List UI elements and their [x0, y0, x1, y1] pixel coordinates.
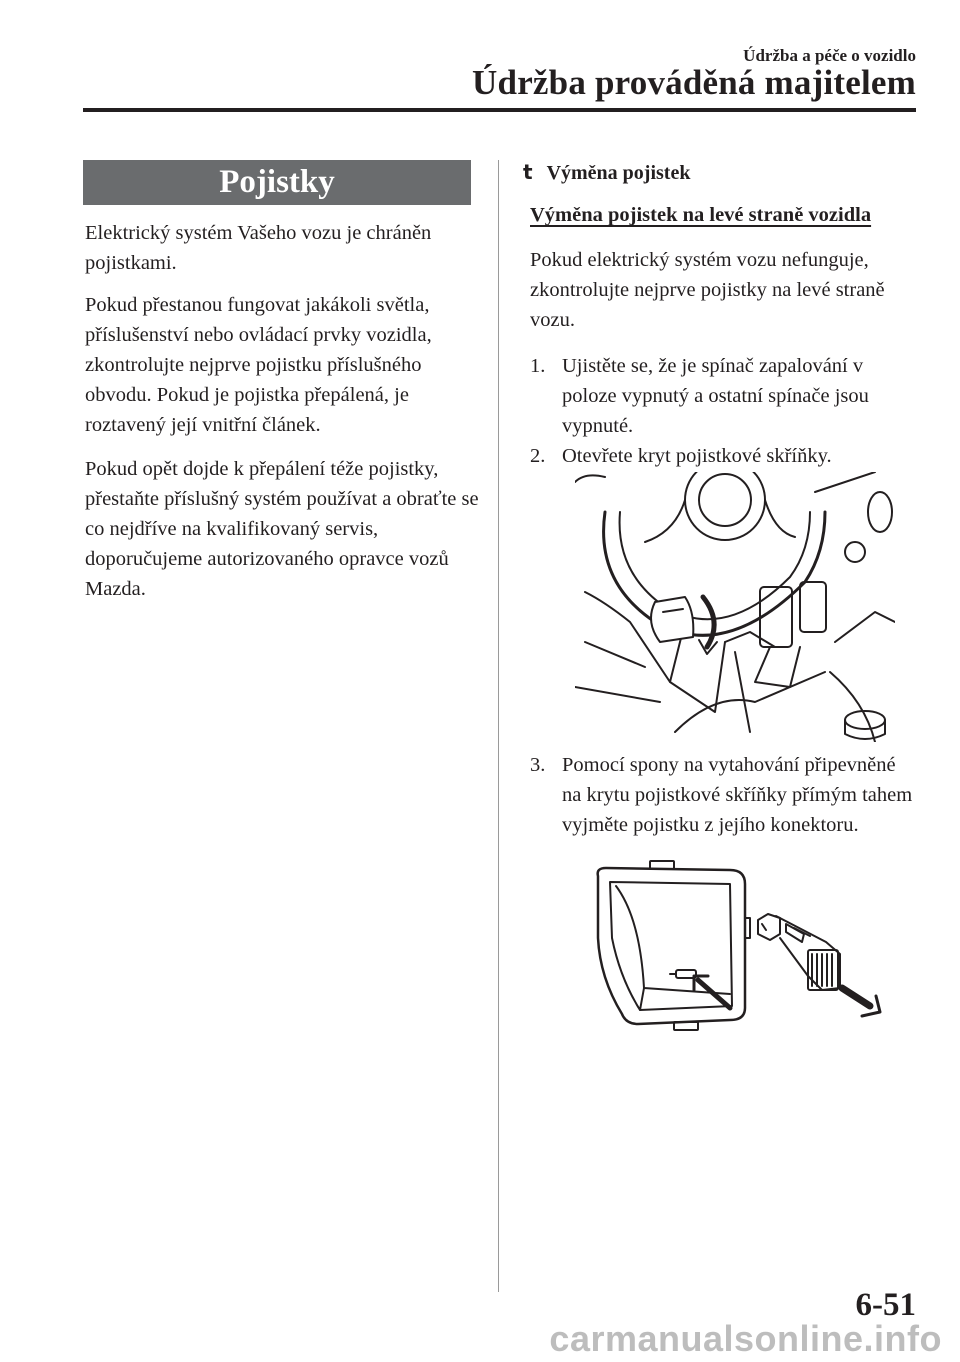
step-number: 2.	[530, 445, 546, 467]
section-banner: Pojistky	[83, 160, 471, 205]
page-number: 6-51	[855, 1287, 916, 1323]
subsection-subheading: Výměna pojistek na levé straně vozidla	[530, 204, 872, 226]
subsection-heading	[523, 160, 690, 185]
step-3	[530, 750, 920, 840]
column-divider	[498, 160, 499, 1292]
paragraph-fuse-repeat: Pokud opět dojde k přepálení téže pojistky, přestaňte příslušný systém používat a obraťte se co nejdříve na kvalifikovaný servis, doporučujeme autorizovaného opravce vozů Mazda.	[85, 458, 479, 600]
step-text: Ujistěte se, že je spínač zapalování v poloze vypnutý a ostatní spínače jsou vypnuté.	[562, 355, 869, 437]
fuse-puller-illustration	[590, 858, 890, 1038]
running-header-section: Údržba a péče o vozidlo	[743, 46, 916, 65]
watermark: carmanualsonline.info	[549, 1318, 942, 1359]
step-text: Pomocí spony na vytahování připevněné na krytu pojistkové skříňky přímým tahem vyjměte pojistku z jejího konektoru.	[562, 754, 913, 836]
running-header-chapter: Údržba prováděná majitelem	[472, 63, 916, 102]
fuse-box-cover-illustration	[575, 472, 895, 742]
step-number: 1.	[530, 355, 546, 377]
step-2	[530, 441, 920, 471]
step-text: Otevřete kryt pojistkové skříňky.	[562, 445, 832, 467]
step-number: 3.	[530, 754, 546, 776]
paragraph-fuse-check: Pokud přestanou fungovat jakákoli světla, příslušenství nebo ovládací prvky vozidla, zkontrolujte nejprve pojistku příslušného obvodu. Pokud je pojistka přepálená, je roztavený její vnitřní článek.	[85, 294, 432, 436]
header-rule	[83, 108, 916, 112]
paragraph-fuses-intro: Elektrický systém Vašeho vozu je chráněn pojistkami.	[85, 222, 432, 274]
subsection-heading-text: Výměna pojistek	[546, 162, 691, 184]
heading-marker-icon: t	[523, 160, 533, 184]
step-1	[530, 351, 920, 441]
paragraph-intro: Pokud elektrický systém vozu nefunguje, zkontrolujte nejprve pojistky na levé straně vozu.	[530, 249, 885, 331]
